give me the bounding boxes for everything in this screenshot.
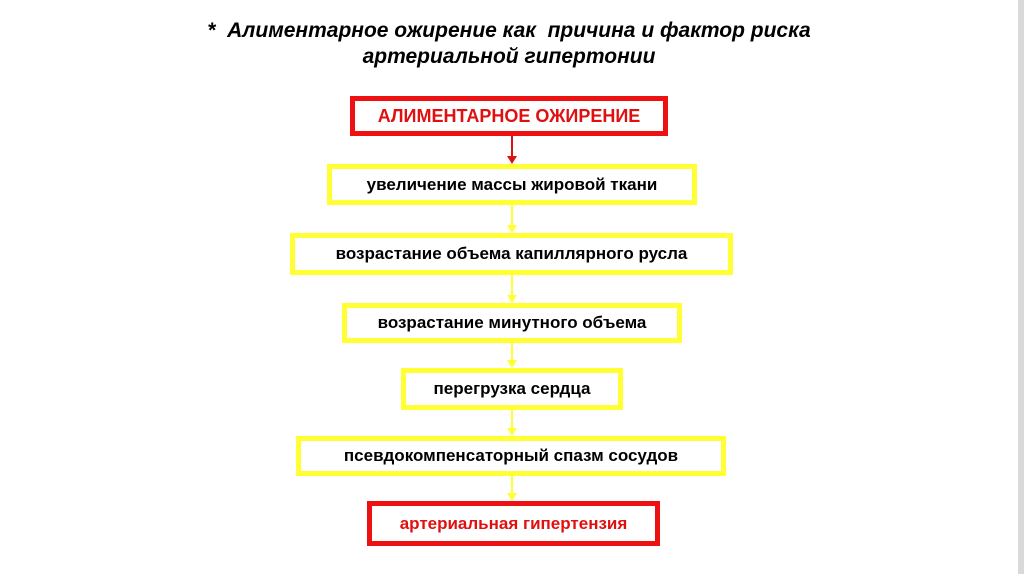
arrow-1-to-2	[507, 136, 517, 164]
step-label: возрастание объема капиллярного русла	[335, 244, 688, 263]
step-label: АЛИМЕНТАРНОЕ ОЖИРЕНИЕ	[377, 105, 641, 126]
step-label: возрастание минутного объема	[377, 313, 647, 332]
step-alimentary-obesity	[350, 96, 668, 136]
step-label: увеличение массы жировой ткани	[366, 174, 658, 194]
arrow-5-to-6	[507, 410, 517, 436]
arrow-6-to-7	[507, 476, 517, 501]
step-label: артериальная гипертензия	[399, 513, 628, 533]
title-line-1: * Алиментарное ожирение как причина и фактор риска	[207, 19, 811, 42]
step-vessel-spasm	[296, 436, 726, 476]
step-arterial-hypertension	[367, 501, 660, 546]
title-line-2: артериальной гипертонии	[362, 45, 656, 68]
arrow-2-to-3	[507, 205, 517, 233]
arrow-4-to-5	[507, 343, 517, 368]
step-label: псевдокомпенсаторный спазм сосудов	[343, 446, 679, 465]
step-capillary-bed-growth	[290, 233, 733, 275]
arrow-3-to-4	[507, 275, 517, 303]
step-label: перегрузка сердца	[433, 379, 591, 398]
step-minute-volume-growth	[342, 303, 682, 343]
step-fat-mass-increase	[327, 164, 697, 205]
step-heart-overload	[401, 368, 623, 410]
